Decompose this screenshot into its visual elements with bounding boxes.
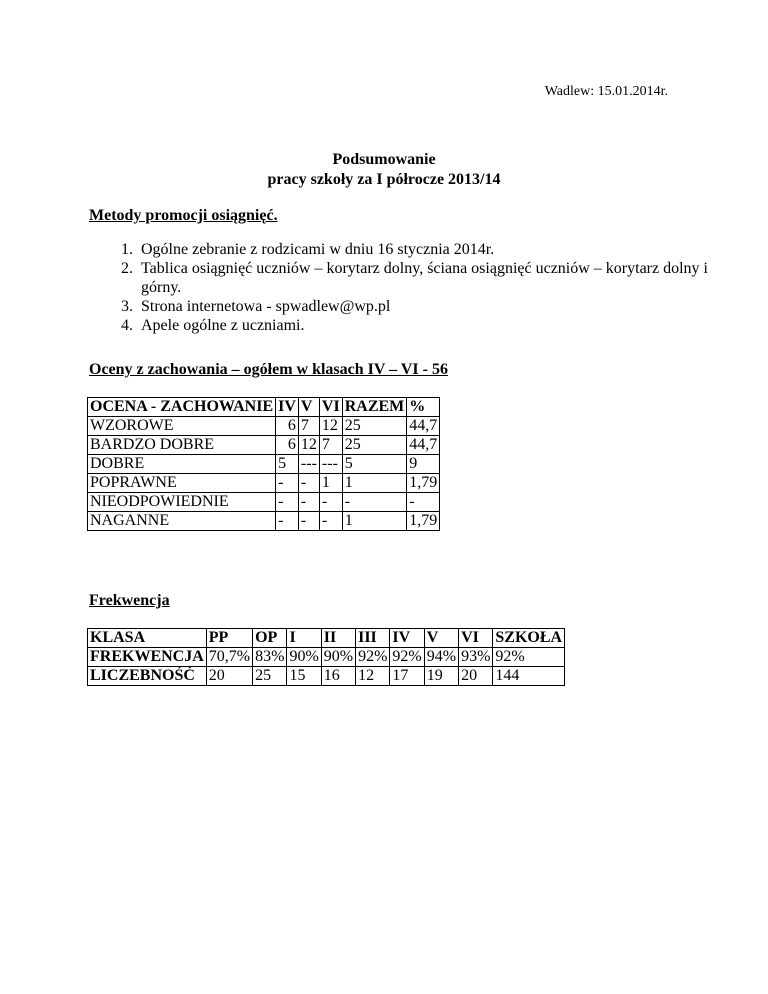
table-cell: 1 — [342, 474, 407, 493]
header-cell: IV — [276, 398, 299, 417]
table-cell: 20 — [459, 667, 493, 686]
list-item: 1. Ogólne zebranie z rodzicami w dniu 16 stycznia 2014r. — [137, 240, 737, 259]
table-cell: 1,79 — [407, 474, 440, 493]
table-cell: 25 — [253, 667, 287, 686]
table-cell: 17 — [390, 667, 424, 686]
title-line-1: Podsumowanie — [332, 151, 436, 168]
table-row — [88, 436, 440, 455]
table-cell: 5 — [342, 455, 407, 474]
table-cell: 94% — [424, 648, 458, 667]
table-cell: 25 — [342, 436, 407, 455]
header-cell: V — [298, 398, 319, 417]
table-cell: - — [407, 493, 440, 512]
table-cell: NAGANNE — [88, 512, 276, 531]
table-cell: 7 — [298, 417, 319, 436]
table-cell: BARDZO DOBRE — [88, 436, 276, 455]
table-cell: 93% — [459, 648, 493, 667]
table-row — [88, 512, 440, 531]
table-cell: - — [298, 512, 319, 531]
table-cell: 44,7 — [407, 417, 440, 436]
title-line-2: pracy szkoły za I półrocze 2013/14 — [267, 171, 501, 188]
table-row — [88, 474, 440, 493]
header-cell: OCENA - ZACHOWANIE — [88, 398, 276, 417]
table-cell: NIEODPOWIEDNIE — [88, 493, 276, 512]
header-cell: % — [407, 398, 440, 417]
table-cell: 92% — [493, 648, 565, 667]
table-cell: 90% — [287, 648, 321, 667]
list-item: 3. Strona internetowa - spwadlew@wp.pl — [137, 297, 737, 316]
table-cell: 70,7% — [206, 648, 252, 667]
table-cell: 83% — [253, 648, 287, 667]
attendance-table — [87, 628, 565, 686]
header-cell: VI — [459, 629, 493, 648]
document-title — [0, 150, 768, 190]
header-cell: KLASA — [88, 629, 207, 648]
table-cell: - — [319, 493, 342, 512]
table-cell: 9 — [407, 455, 440, 474]
list-item: 2. Tablica osiągnięć uczniów – korytarz dolny, ściana osiągnięć uczniów – korytarz dolny i górny. — [137, 259, 737, 297]
table-cell: - — [342, 493, 407, 512]
table-cell: 44,7 — [407, 436, 440, 455]
table-cell: 20 — [206, 667, 252, 686]
behavior-grades-table — [87, 397, 440, 531]
table-cell: 19 — [424, 667, 458, 686]
table-cell: 6 — [276, 417, 299, 436]
table-cell: --- — [298, 455, 319, 474]
table-cell: 92% — [356, 648, 390, 667]
table-cell: - — [298, 474, 319, 493]
header-cell: III — [356, 629, 390, 648]
table-header-row — [88, 398, 440, 417]
section-heading-attendance: Frekwencja — [89, 592, 170, 609]
table-cell: 1,79 — [407, 512, 440, 531]
table-cell: - — [319, 512, 342, 531]
header-cell: II — [321, 629, 355, 648]
header-cell: SZKOŁA — [493, 629, 565, 648]
table-cell: 90% — [321, 648, 355, 667]
table-row — [88, 417, 440, 436]
table-cell: - — [276, 474, 299, 493]
table-cell: 6 — [276, 436, 299, 455]
header-cell: I — [287, 629, 321, 648]
table-cell: 12 — [319, 417, 342, 436]
header-cell: RAZEM — [342, 398, 407, 417]
list-item: 4. Apele ogólne z uczniami. — [137, 316, 737, 335]
table-cell: 92% — [390, 648, 424, 667]
row-label-cell: FREKWENCJA — [88, 648, 207, 667]
table-cell: - — [276, 493, 299, 512]
table-cell: POPRAWNE — [88, 474, 276, 493]
header-cell: IV — [390, 629, 424, 648]
section-heading-promotion: Metody promocji osiągnięć. — [89, 207, 278, 224]
table-cell: DOBRE — [88, 455, 276, 474]
table-cell: WZOROWE — [88, 417, 276, 436]
table-cell: 144 — [493, 667, 565, 686]
promotion-methods-list — [89, 240, 737, 335]
table-header-row — [88, 629, 565, 648]
table-row — [88, 493, 440, 512]
table-cell: 1 — [342, 512, 407, 531]
table-row — [88, 648, 565, 667]
table-cell: --- — [319, 455, 342, 474]
table-cell: 25 — [342, 417, 407, 436]
table-row — [88, 667, 565, 686]
table-cell: - — [276, 512, 299, 531]
table-cell: 7 — [319, 436, 342, 455]
header-cell: V — [424, 629, 458, 648]
table-cell: 1 — [319, 474, 342, 493]
table-cell: 5 — [276, 455, 299, 474]
section-heading-behavior: Oceny z zachowania – ogółem w klasach IV – VI - 56 — [89, 361, 448, 378]
table-cell: 12 — [356, 667, 390, 686]
table-cell: - — [298, 493, 319, 512]
table-row — [88, 455, 440, 474]
date-line: Wadlew: 15.01.2014r. — [544, 84, 668, 99]
header-cell: OP — [253, 629, 287, 648]
table-cell: 12 — [298, 436, 319, 455]
table-cell: 16 — [321, 667, 355, 686]
row-label-cell: LICZEBNOŚĆ — [88, 667, 207, 686]
header-cell: VI — [319, 398, 342, 417]
header-cell: PP — [206, 629, 252, 648]
table-cell: 15 — [287, 667, 321, 686]
